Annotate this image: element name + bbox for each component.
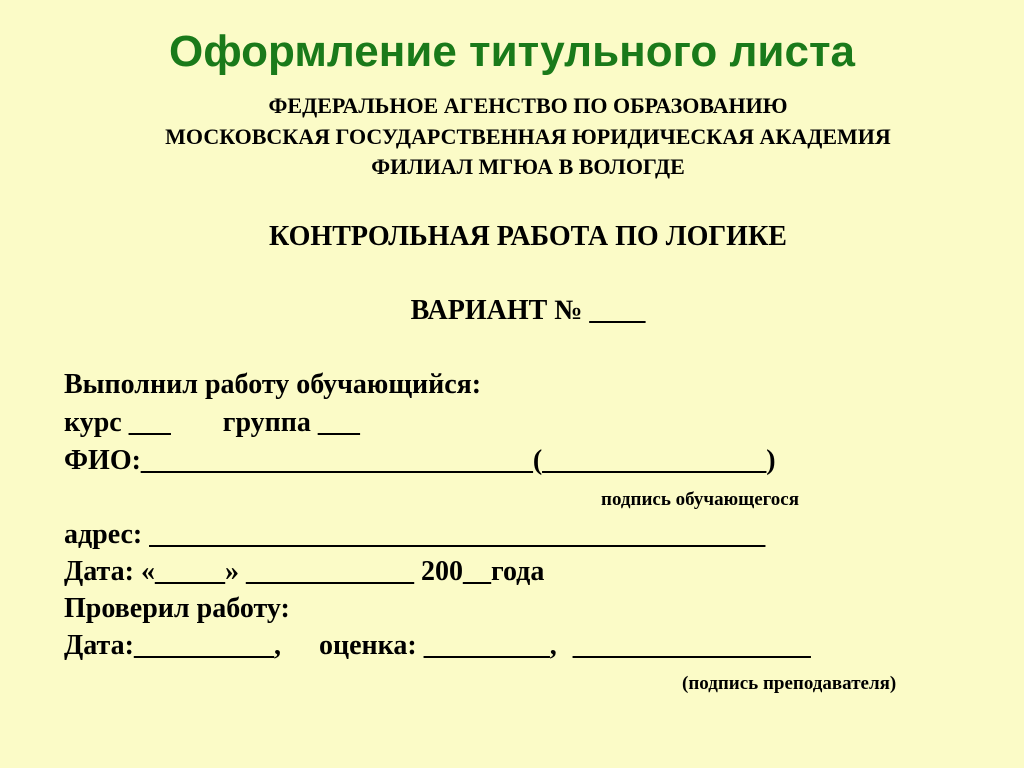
group-field: группа ___ xyxy=(222,407,360,438)
teacher-signature-line: _________________ xyxy=(572,630,811,661)
slide-title: Оформление титульного листа xyxy=(169,27,855,76)
header-agency: ФЕДЕРАЛЬНОЕ АГЕНСТВО ПО ОБРАЗОВАНИЮ xyxy=(268,93,788,118)
check-date-grade-line xyxy=(64,629,811,663)
course-field: курс ___ xyxy=(64,407,171,438)
header-academy: МОСКОВСКАЯ ГОСУДАРСТВЕННАЯ ЮРИДИЧЕСКАЯ АКАДЕМИЯ xyxy=(165,124,891,149)
course-group-line xyxy=(64,406,360,440)
address-line: адрес: ____________________________________________ xyxy=(64,519,766,550)
work-title: КОНТРОЛЬНАЯ РАБОТА ПО ЛОГИКЕ xyxy=(269,221,787,252)
date-line: Дата: «_____» ____________ 200__года xyxy=(64,556,545,587)
signature-student-caption: подпись обучающегося xyxy=(601,489,799,510)
checked-line: Проверил работу: xyxy=(64,593,290,624)
header-branch: ФИЛИАЛ МГЮА В ВОЛОГДЕ xyxy=(371,154,685,179)
variant-line: ВАРИАНТ № ____ xyxy=(410,295,646,326)
done-by-line: Выполнил работу обучающийся: xyxy=(64,369,482,400)
grade-field: оценка: _________, xyxy=(318,630,557,661)
fio-line: ФИО:____________________________(________________) xyxy=(64,445,776,476)
signature-teacher-caption: (подпись преподавателя) xyxy=(682,673,897,694)
check-date-field: Дата:__________, xyxy=(64,630,281,661)
